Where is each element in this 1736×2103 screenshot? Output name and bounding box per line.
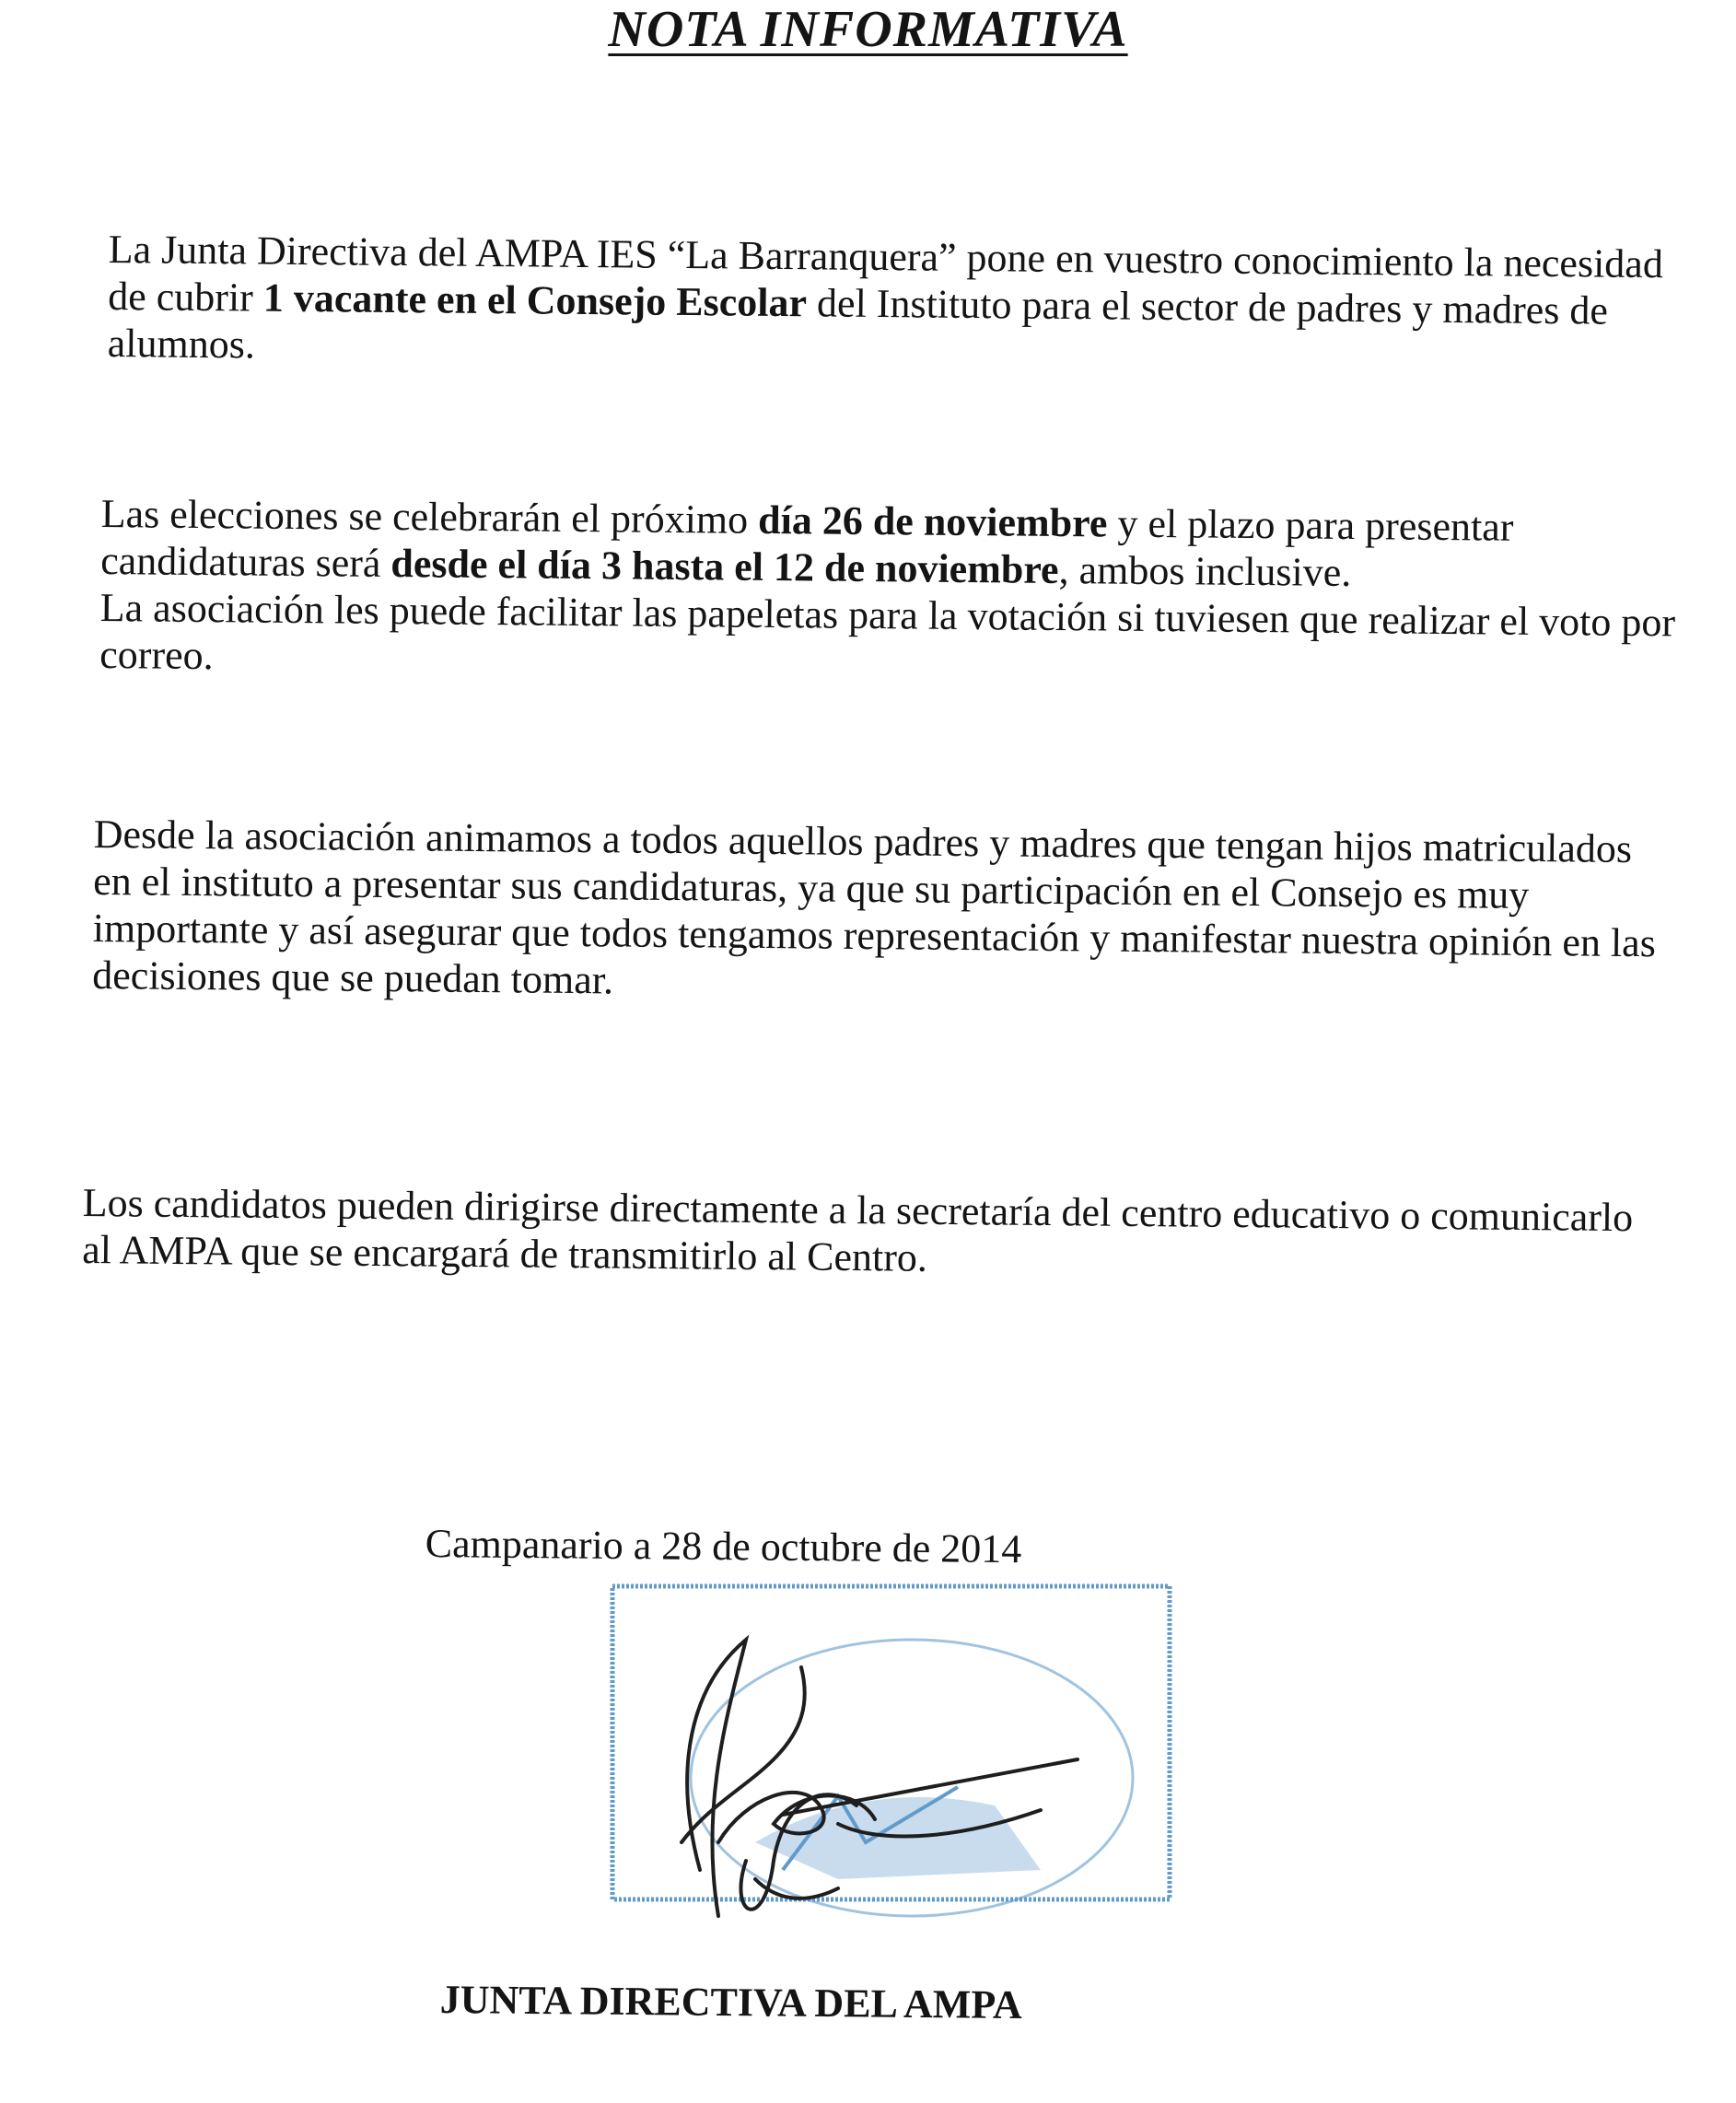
text-run: La asociación les puede facilitar las papeletas para la votación si tuviesen que realizar el voto por correo. [99, 584, 1676, 679]
stamp-and-signature [562, 1566, 1206, 1953]
paragraph-encouragement [92, 811, 1678, 1014]
text-run: Desde la asociación animamos a todos aquellos padres y madres que tengan hijos matriculados en el instituto a presentar sus candidaturas, ya que su participación en el Consejo es muy importante y así asegurar que todos tengamos representación y manifestar nuestra opinión en las decisiones que se puedan tomar. [92, 811, 1657, 1003]
text-run: La Junta Directiva del AMPA IES “La Barranquera” pone en vuestro conocimiento la necesidad de cubrir [108, 226, 1664, 321]
paragraph-election-dates [99, 490, 1722, 694]
place-date: Campanario a 28 de octubre de 2014 [425, 1521, 1022, 1572]
stamp-graphic [562, 1566, 1206, 1953]
text-run: del Instituto para el sector de padres y madres de alumnos. [107, 280, 1609, 368]
text-run: , ambos inclusive. [1058, 546, 1352, 596]
signatory: JUNTA DIRECTIVA DEL AMPA [439, 1977, 1022, 2028]
paragraph-contact [82, 1179, 1667, 1289]
text-run: Los candidatos pueden dirigirse directamente a la secretaría del centro educativo o comunicarlo al AMPA que se encargará de transmitirlo al Centro. [82, 1180, 1634, 1280]
bold-text-run: 1 vacante en el Consejo Escolar [262, 275, 808, 326]
bold-text-run: día 26 de noviembre [757, 497, 1108, 546]
text-run: y el plazo para presentar candidaturas será [100, 500, 1514, 587]
text-run: Las elecciones se celebrarán el próximo [100, 490, 759, 543]
document-title: NOTA INFORMATIVA [608, 1, 1128, 58]
bold-text-run: desde el día 3 hasta el 12 de noviembre [390, 541, 1059, 592]
paragraph-vacancy [108, 226, 1693, 382]
association-stamp [612, 1586, 1170, 1916]
